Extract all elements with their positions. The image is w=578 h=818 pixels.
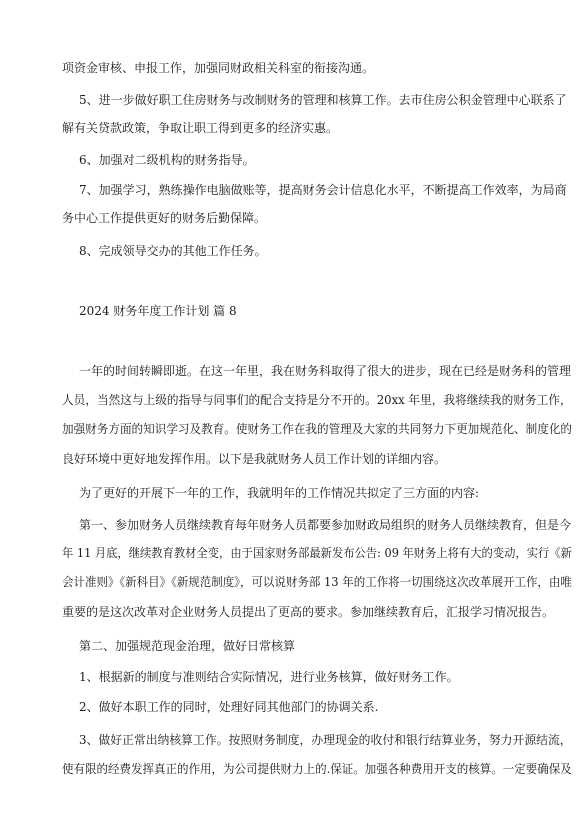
text-line: 一年的时间转瞬即逝。在这一年里，我在财务科取得了很大的进步，现在已经是财务科的管理	[79, 364, 572, 378]
text-line: 人员，当然这与上级的指导与同事们的配合支持是分不开的。20xx 年里，我将继续我的财务工作，	[62, 393, 572, 407]
text-line: 第一、参加财务人员继续教育每年财务人员都要参加财政局组织的财务人员继续教育，但是今	[79, 518, 572, 532]
text-line: 重要的是这次改革对企业财务人员提出了更高的要求。参加继续教育后，汇报学习情况报告。	[62, 605, 555, 619]
text-line: 良好环境中更好地发挥作用。以下是我就财务人员工作计划的详细内容。	[62, 452, 447, 466]
text-line: 6、加强对二级机构的财务指导。	[79, 153, 255, 167]
section-heading: 2024 财务年度工作计划 篇 8	[79, 304, 237, 318]
text-line: 加强财务方面的知识学习及教育。使财务工作在我的管理及大家的共同努力下更加规范化、制度化的	[62, 422, 573, 436]
text-line: 1、根据新的制度与准则结合实际情况，进行业务核算，做好财务工作。	[79, 670, 459, 684]
text-line: 3、做好正常出纳核算工作。按照财务制度，办理现金的收付和银行结算业务，努力开源结流，	[79, 733, 572, 747]
text-line: 为了更好的开展下一年的工作，我就明年的工作情况共拟定了三方面的内容:	[79, 486, 480, 500]
text-line: 7、加强学习，熟练操作电脑做账等，提高财务会计信息化水平，不断提高工作效率，为局商	[79, 183, 567, 197]
text-line: 年 11 月底，继续教育教材全变，由于国家财务部最新发布公告: 09 年财务上将有大的变动，实行《新	[62, 546, 572, 560]
text-line: 解有关贷款政策，争取让职工得到更多的经济实惠。	[62, 121, 339, 135]
text-line: 会计准则》《新科目》《新规范制度》，可以说财务部 13 年的工作将一切围绕这次改革展开工作，由唯	[62, 575, 572, 589]
text-line: 使有限的经费发挥真正的作用，为公司提供财力上的.保证。加强各种费用开支的核算。一定要确保及	[62, 762, 572, 776]
text-line: 务中心工作提供更好的财务后勤保障。	[62, 211, 267, 225]
text-line: 2、做好本职工作的同时，处理好同其他部门的协调关系.	[79, 700, 379, 714]
text-line: 第二、加强规范现金治理，做好日常核算	[79, 639, 296, 653]
text-line: 项资金审核、申报工作，加强同财政相关科室的衔接沟通。	[62, 61, 375, 75]
text-line: 5、进一步做好职工住房财务与改制财务的管理和核算工作。去市住房公积金管理中心联系了	[79, 93, 567, 107]
text-line: 8、完成领导交办的其他工作任务。	[79, 244, 267, 258]
